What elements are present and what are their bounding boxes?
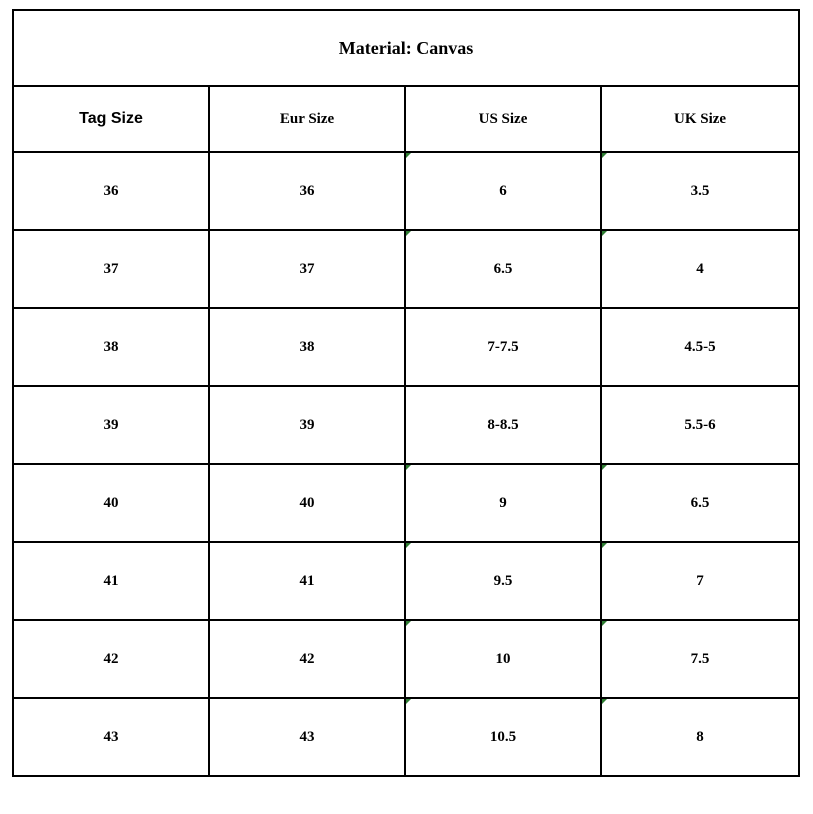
cell-uk-size: 4.5-5: [601, 308, 799, 386]
cell-tag-size: 42: [13, 620, 209, 698]
cell-uk-size: 7.5: [601, 620, 799, 698]
cell-uk-size: 3.5: [601, 152, 799, 230]
cell-us-size: 9: [405, 464, 601, 542]
cell-uk-size: 6.5: [601, 464, 799, 542]
cell-us-size: 6: [405, 152, 601, 230]
cell-us-size: 10.5: [405, 698, 601, 776]
cell-eur-size: 43: [209, 698, 405, 776]
table-row: [13, 464, 799, 542]
cell-eur-size: 39: [209, 386, 405, 464]
header-eur-size: Eur Size: [209, 86, 405, 152]
table-row: [13, 542, 799, 620]
table-row: [13, 620, 799, 698]
title-row: [13, 10, 799, 86]
header-tag-size: Tag Size: [13, 86, 209, 152]
table-row: [13, 386, 799, 464]
table-row: [13, 152, 799, 230]
cell-eur-size: 36: [209, 152, 405, 230]
cell-eur-size: 41: [209, 542, 405, 620]
cell-eur-size: 42: [209, 620, 405, 698]
header-us-size: US Size: [405, 86, 601, 152]
cell-tag-size: 37: [13, 230, 209, 308]
cell-us-size: 10: [405, 620, 601, 698]
table-row: [13, 230, 799, 308]
cell-eur-size: 37: [209, 230, 405, 308]
cell-tag-size: 39: [13, 386, 209, 464]
cell-uk-size: 4: [601, 230, 799, 308]
cell-tag-size: 43: [13, 698, 209, 776]
cell-tag-size: 41: [13, 542, 209, 620]
cell-uk-size: 8: [601, 698, 799, 776]
cell-tag-size: 38: [13, 308, 209, 386]
cell-us-size: 6.5: [405, 230, 601, 308]
cell-us-size: 9.5: [405, 542, 601, 620]
header-uk-size: UK Size: [601, 86, 799, 152]
cell-uk-size: 7: [601, 542, 799, 620]
cell-eur-size: 40: [209, 464, 405, 542]
cell-tag-size: 40: [13, 464, 209, 542]
cell-eur-size: 38: [209, 308, 405, 386]
cell-us-size: 7-7.5: [405, 308, 601, 386]
table-row: [13, 308, 799, 386]
cell-us-size: 8-8.5: [405, 386, 601, 464]
table-title: Material: Canvas: [13, 10, 799, 86]
cell-uk-size: 5.5-6: [601, 386, 799, 464]
table-row: [13, 698, 799, 776]
header-row: [13, 86, 799, 152]
cell-tag-size: 36: [13, 152, 209, 230]
size-chart-table: [12, 9, 800, 777]
